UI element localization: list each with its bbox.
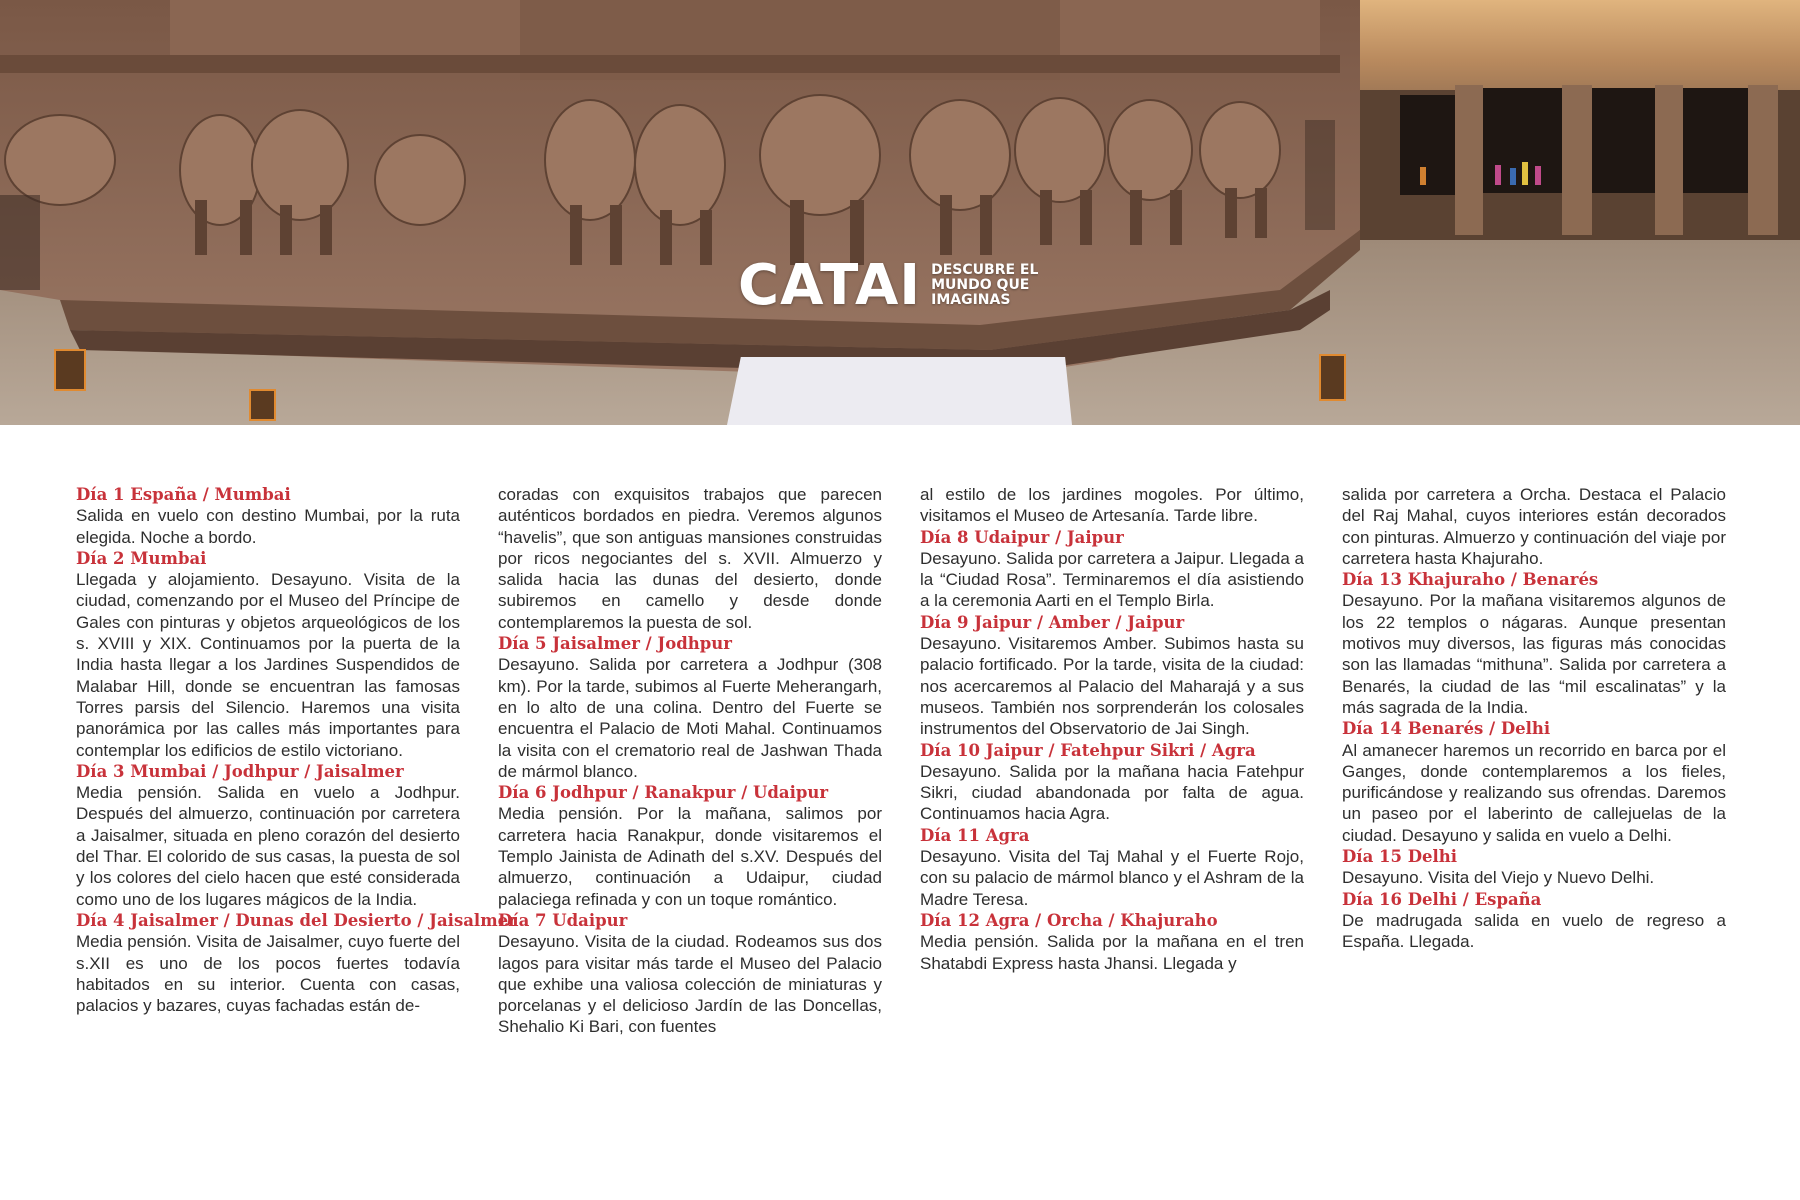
day-text: coradas con exquisitos trabajos que parecen auténticos bordados en piedra. Veremos algunos “havelis”, que son antiguas mansiones construidas por ricos negociantes del s. XVII. Almuerzo y salida hacia las dunas del desierto, donde subiremos en camello y desde donde contemplaremos la puesta de sol. bbox=[498, 485, 882, 632]
itinerary-column-3 bbox=[920, 484, 1304, 974]
day-text: Media pensión. Por la mañana, salimos por carretera hacia Ranakpur, donde visitaremos el Templo Jainista de Adinath del s.XV. Después del almuerzo, continuación a Udaipur, ciudad palaciega refinada y con un toque romántico. bbox=[498, 804, 882, 909]
day-text: Desayuno. Salida por la mañana hacia Fatehpur Sikri, ciudad abandonada por falta de agua. Continuamos hacia Agra. bbox=[920, 761, 1304, 824]
day-entry bbox=[920, 527, 1304, 612]
day-text: Desayuno. Por la mañana visitaremos algunos de los 22 templos o nágaras. Aunque presentan motivos muy diversos, las figuras más conocidas son las llamadas “mithuna”. Salida por carretera a Benarés, la ciudad de las “mil escalinatas” y la más sagrada de la India. bbox=[1342, 591, 1726, 717]
day-title: Día 13 Khajuraho / Benarés bbox=[1342, 570, 1599, 590]
day-text: Al amanecer haremos un recorrido en barca por el Ganges, donde contemplaremos a los fieles, purificándose y realizando sus ofrendas. Daremos un paseo por el laberinto de callejuelas de la ciudad. Desayuno y salida en vuelo a Delhi. bbox=[1342, 740, 1726, 845]
day-title: Día 10 Jaipur / Fatehpur Sikri / Agra bbox=[920, 740, 1256, 760]
day-text: Media pensión. Salida por la mañana en el tren Shatabdi Express hasta Jhansi. Llegada y bbox=[920, 932, 1304, 973]
day-title: Día 12 Agra / Orcha / Khajuraho bbox=[920, 910, 1218, 930]
day-entry bbox=[1342, 846, 1726, 889]
day-title: Día 8 Udaipur / Jaipur bbox=[920, 527, 1124, 547]
brand-tagline-line: MUNDO QUE bbox=[931, 277, 1030, 293]
day-entry bbox=[76, 910, 517, 1016]
itinerary bbox=[76, 484, 1728, 1144]
day-entry bbox=[76, 548, 460, 761]
day-title: Día 16 Delhi / España bbox=[1342, 889, 1542, 909]
day-text: Desayuno. Visita del Viejo y Nuevo Delhi. bbox=[1342, 868, 1655, 888]
itinerary-column-4 bbox=[1342, 484, 1726, 953]
day-entry bbox=[1342, 569, 1726, 718]
day-title: Día 1 España / Mumbai bbox=[76, 485, 291, 504]
hero-notch bbox=[727, 357, 1072, 425]
day-entry bbox=[920, 740, 1304, 825]
day-text: De madrugada salida en vuelo de regreso a España. Llegada. bbox=[1342, 910, 1726, 952]
day-title: Día 14 Benarés / Delhi bbox=[1342, 719, 1551, 739]
day-text: Llegada y alojamiento. Desayuno. Visita de la ciudad, comenzando por el Museo del Príncipe de Gales con pinturas y objetos arqueológicos de los s. XVIII y XIX. Continuamos por la puerta de la India hasta llegar a los Jardines Suspendidos de Malabar Hill, donde se encuentran las famosas Torres parsis del Silencio. Haremos una visita panorámica por las calles más importantes para contemplar los edificios de estilo victoriano. bbox=[76, 570, 460, 760]
hero-photo bbox=[0, 0, 1800, 425]
day-title: Día 3 Mumbai / Jodhpur / Jaisalmer bbox=[76, 761, 404, 781]
day-entry bbox=[76, 761, 460, 910]
day-entry bbox=[920, 612, 1304, 740]
day-text: Media pensión. Visita de Jaisalmer, cuyo fuerte del s.XII es uno de los pocos fuertes todavía habitados en su interior. Cuenta con casas, palacios y bazares, cuyas fachadas están de- bbox=[76, 932, 460, 1016]
info-sign bbox=[250, 390, 275, 420]
day-entry-continued bbox=[1342, 484, 1726, 569]
info-sign bbox=[1320, 355, 1345, 400]
day-text: Media pensión. Salida en vuelo a Jodhpur. Después del almuerzo, continuación por carretera a Jaisalmer, situada en pleno corazón del desierto del Thar. El colorido de sus casas, la puesta de sol y los colores del cielo hacen que esté considerada como uno de los lugares mágicos de la India. bbox=[76, 783, 460, 909]
day-text: al estilo de los jardines mogoles. Por último, visitamos el Museo de Artesanía. Tarde libre. bbox=[920, 485, 1304, 526]
day-entry bbox=[76, 484, 460, 548]
brand-tagline bbox=[931, 263, 1038, 309]
brand-tagline-line: DESCUBRE EL bbox=[931, 263, 1039, 278]
day-text: salida por carretera a Orcha. Destaca el Palacio del Raj Mahal, cuyos interiores están decorados con pinturas. Almuerzo y continuación del viaje por carretera hasta Khajuraho. bbox=[1342, 485, 1726, 568]
day-entry bbox=[498, 910, 882, 1038]
day-entry bbox=[1342, 718, 1726, 846]
day-text: Desayuno. Visita de la ciudad. Rodeamos sus dos lagos para visitar más tarde el Museo del Palacio que exhibe una valiosa colección de miniaturas y porcelanas y el delicioso Jardín de las Doncellas, Shehalio Ki Bari, con fuentes bbox=[498, 932, 882, 1037]
day-text: Desayuno. Visitaremos Amber. Subimos hasta su palacio fortificado. Por la tarde, visita de la ciudad: nos acercaremos al Palacio del Maharajá y a sus museos. También nos sorprenderán los colosales instrumentos del Observatorio de Jai Singh. bbox=[920, 634, 1304, 739]
day-title: Día 5 Jaisalmer / Jodhpur bbox=[498, 634, 732, 654]
brand-logo bbox=[738, 253, 1039, 318]
day-title: Día 2 Mumbai bbox=[76, 548, 207, 568]
itinerary-column-1 bbox=[76, 484, 517, 1016]
info-sign bbox=[55, 350, 85, 390]
day-title: Día 7 Udaipur bbox=[498, 910, 628, 930]
day-entry bbox=[920, 910, 1304, 974]
day-entry bbox=[1342, 889, 1726, 953]
brand-name: CATAI bbox=[738, 253, 922, 318]
day-entry-continued bbox=[920, 484, 1304, 527]
day-entry bbox=[498, 782, 882, 910]
day-text: Desayuno. Visita del Taj Mahal y el Fuerte Rojo, con su palacio de mármol blanco y el Ashram de la Madre Teresa. bbox=[920, 847, 1304, 909]
brand-tagline-line: IMAGINAS bbox=[931, 292, 1011, 308]
day-title: Día 6 Jodhpur / Ranakpur / Udaipur bbox=[498, 783, 829, 803]
day-title: Día 11 Agra bbox=[920, 825, 1030, 845]
day-entry bbox=[920, 825, 1304, 910]
day-title: Día 4 Jaisalmer / Dunas del Desierto / Jaisalmer bbox=[76, 910, 517, 930]
day-text: Desayuno. Salida por carretera a Jodhpur (308 km). Por la tarde, subimos al Fuerte Meherangarh, en lo alto de una colina. Dentro del Fuerte se encuentra el Palacio de Moti Mahal. Continuamos la visita con el crematorio real de Jashwan Thada de mármol blanco. bbox=[498, 655, 882, 781]
day-entry-continued bbox=[498, 484, 882, 633]
itinerary-column-2 bbox=[498, 484, 882, 1038]
day-text: Desayuno. Salida por carretera a Jaipur. Llegada a la “Ciudad Rosa”. Terminaremos el día asistiendo a la ceremonia Aarti en el Templo Birla. bbox=[920, 548, 1304, 611]
day-entry bbox=[498, 633, 882, 782]
day-title: Día 15 Delhi bbox=[1342, 847, 1458, 867]
day-text: Salida en vuelo con destino Mumbai, por la ruta elegida. Noche a bordo. bbox=[76, 506, 460, 547]
day-title: Día 9 Jaipur / Amber / Jaipur bbox=[920, 612, 1185, 632]
